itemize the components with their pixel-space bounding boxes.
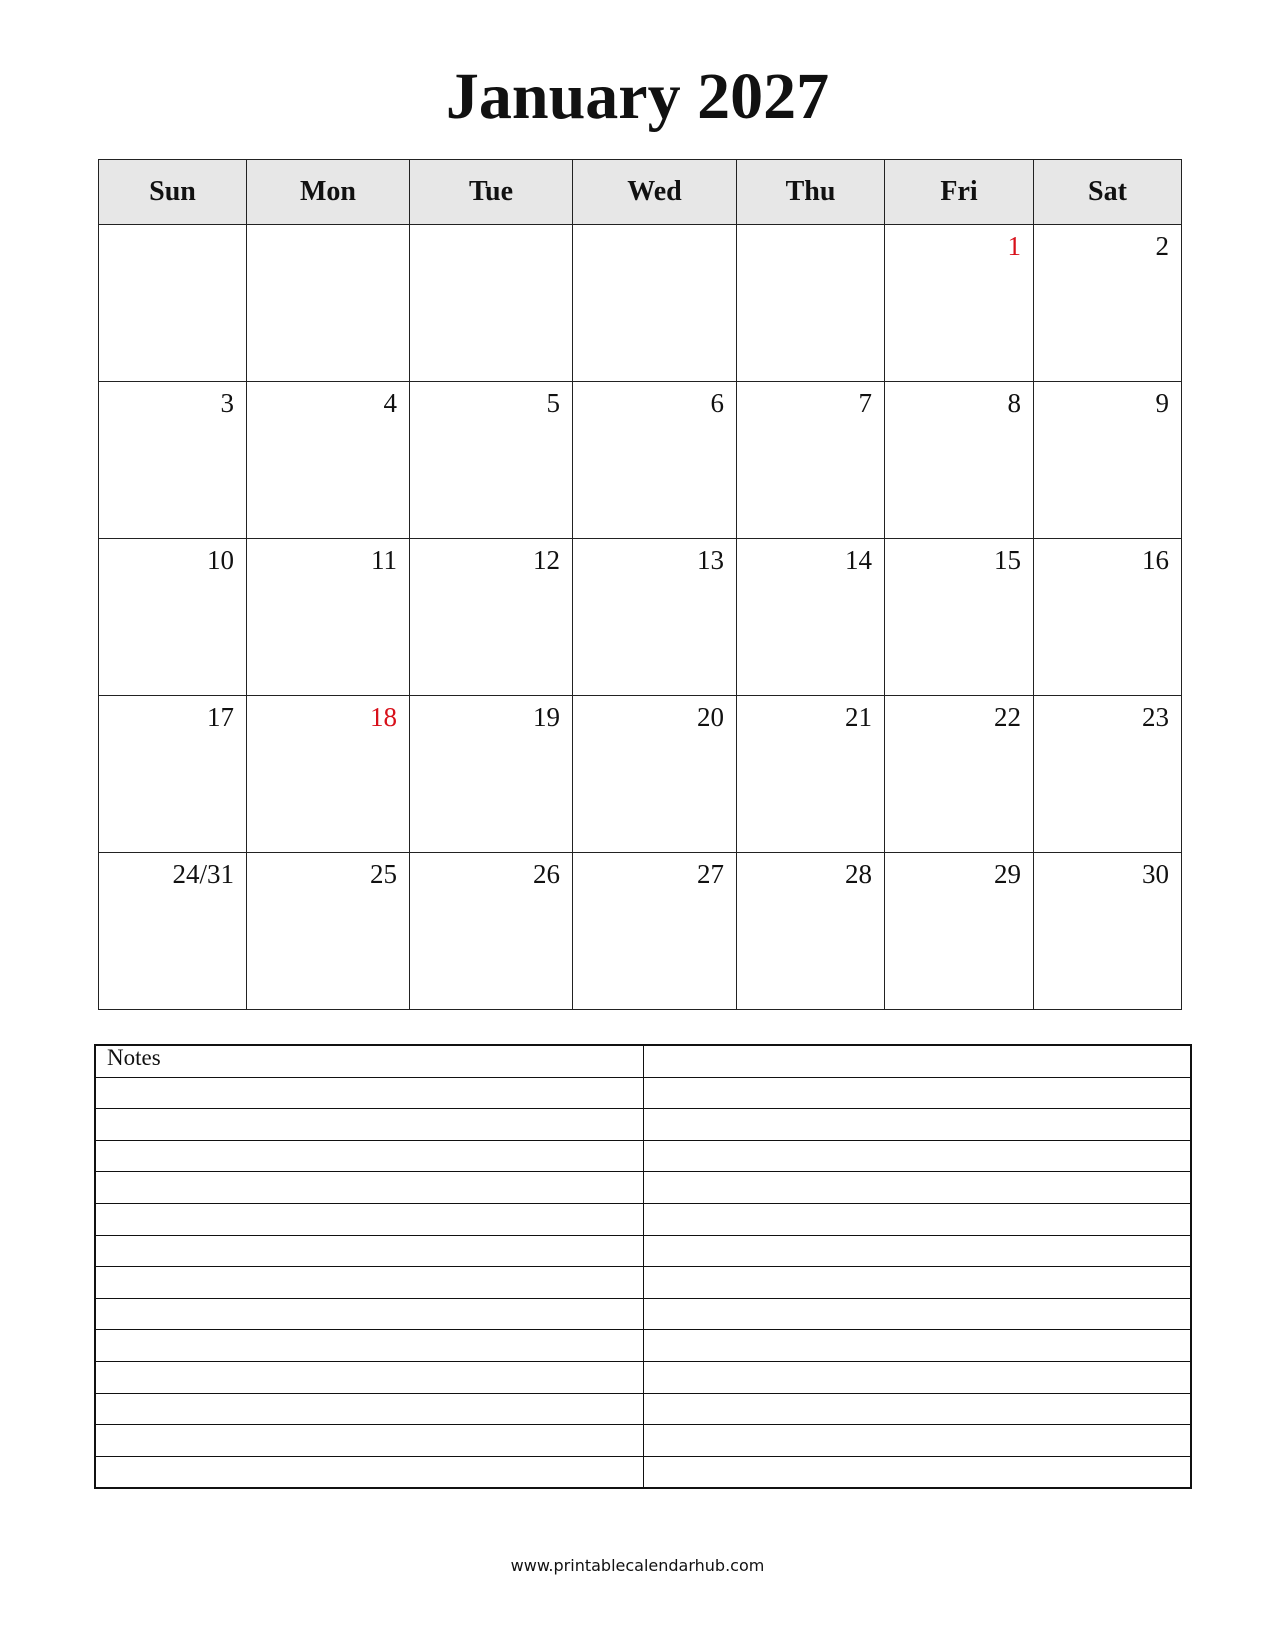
- day-cell[interactable]: [737, 382, 885, 539]
- weekday-header-tue: Tue: [410, 160, 573, 225]
- notes-line[interactable]: [643, 1456, 1191, 1488]
- day-cell[interactable]: [885, 225, 1034, 382]
- day-cell[interactable]: [1034, 539, 1182, 696]
- notes-row: [95, 1393, 1191, 1425]
- notes-line[interactable]: [643, 1361, 1191, 1393]
- day-number: [99, 225, 246, 229]
- day-cell[interactable]: [99, 382, 247, 539]
- day-cell[interactable]: [573, 696, 737, 853]
- notes-line[interactable]: [643, 1330, 1191, 1362]
- day-cell[interactable]: [99, 696, 247, 853]
- day-cell[interactable]: [737, 696, 885, 853]
- day-cell[interactable]: [247, 696, 410, 853]
- day-number: 13: [697, 545, 724, 575]
- day-number: 14: [845, 545, 872, 575]
- day-number: 5: [546, 388, 560, 418]
- day-cell[interactable]: [737, 539, 885, 696]
- day-cell[interactable]: [247, 382, 410, 539]
- day-cell[interactable]: [410, 696, 573, 853]
- week-row: [99, 696, 1182, 853]
- notes-line[interactable]: [95, 1298, 643, 1330]
- notes-line[interactable]: [643, 1267, 1191, 1299]
- notes-row: [95, 1267, 1191, 1299]
- notes-row: [95, 1045, 1191, 1077]
- day-cell[interactable]: [247, 539, 410, 696]
- notes-line[interactable]: [643, 1045, 1191, 1077]
- day-number: 27: [697, 859, 724, 889]
- notes-line[interactable]: [95, 1330, 643, 1362]
- notes-line[interactable]: [95, 1267, 643, 1299]
- day-cell[interactable]: [99, 225, 247, 382]
- day-cell[interactable]: [410, 539, 573, 696]
- notes-row: [95, 1077, 1191, 1109]
- weekday-header-row: [99, 160, 1182, 225]
- day-cell[interactable]: [99, 853, 247, 1010]
- day-cell[interactable]: [410, 225, 573, 382]
- notes-line[interactable]: [643, 1235, 1191, 1267]
- notes-line[interactable]: [95, 1361, 643, 1393]
- notes-line[interactable]: [643, 1109, 1191, 1141]
- day-number: 2: [1155, 231, 1169, 261]
- notes-line[interactable]: [643, 1203, 1191, 1235]
- day-number: 16: [1142, 545, 1169, 575]
- weekday-header-thu: Thu: [737, 160, 885, 225]
- notes-line[interactable]: [643, 1140, 1191, 1172]
- day-cell[interactable]: [247, 853, 410, 1010]
- notes-row: [95, 1109, 1191, 1141]
- day-cell[interactable]: [885, 696, 1034, 853]
- day-cell[interactable]: [99, 539, 247, 696]
- day-number: 28: [845, 859, 872, 889]
- day-number: 15: [994, 545, 1021, 575]
- day-number: [737, 225, 884, 229]
- day-number: 3: [220, 388, 234, 418]
- day-number: 23: [1142, 702, 1169, 732]
- notes-line[interactable]: [95, 1045, 643, 1077]
- notes-table: [94, 1044, 1192, 1489]
- day-number: 12: [533, 545, 560, 575]
- notes-line[interactable]: [643, 1298, 1191, 1330]
- week-row: [99, 382, 1182, 539]
- notes-line[interactable]: [95, 1425, 643, 1457]
- day-number: [410, 225, 572, 229]
- notes-line[interactable]: [643, 1172, 1191, 1204]
- day-number: 6: [710, 388, 724, 418]
- notes-row: [95, 1425, 1191, 1457]
- notes-row: [95, 1298, 1191, 1330]
- day-number: 20: [697, 702, 724, 732]
- notes-line[interactable]: [95, 1140, 643, 1172]
- week-row: [99, 853, 1182, 1010]
- day-number: 22: [994, 702, 1021, 732]
- calendar-grid: [98, 159, 1182, 1010]
- day-cell[interactable]: [573, 539, 737, 696]
- notes-line[interactable]: [95, 1456, 643, 1488]
- notes-line[interactable]: [95, 1109, 643, 1141]
- notes-line[interactable]: [643, 1425, 1191, 1457]
- day-number: 21: [845, 702, 872, 732]
- day-cell[interactable]: [1034, 225, 1182, 382]
- day-cell[interactable]: [1034, 853, 1182, 1010]
- week-row: [99, 225, 1182, 382]
- notes-line[interactable]: [95, 1235, 643, 1267]
- week-row: [99, 539, 1182, 696]
- weekday-header-sat: Sat: [1034, 160, 1182, 225]
- day-number: 17: [207, 702, 234, 732]
- notes-line[interactable]: [643, 1393, 1191, 1425]
- day-cell[interactable]: [885, 853, 1034, 1010]
- weekday-header-fri: Fri: [885, 160, 1034, 225]
- day-number: 29: [994, 859, 1021, 889]
- day-number: 10: [207, 545, 234, 575]
- notes-row: [95, 1203, 1191, 1235]
- weekday-header-wed: Wed: [573, 160, 737, 225]
- day-number: 4: [383, 388, 397, 418]
- notes-label: Notes: [107, 1045, 161, 1070]
- day-cell[interactable]: [573, 382, 737, 539]
- day-number: 26: [533, 859, 560, 889]
- notes-row: [95, 1140, 1191, 1172]
- notes-line[interactable]: [95, 1077, 643, 1109]
- holiday-day-number: 18: [370, 702, 397, 732]
- notes-row: [95, 1172, 1191, 1204]
- day-cell[interactable]: [885, 539, 1034, 696]
- calendar-title: January 2027: [445, 60, 830, 133]
- day-number: 24/31: [172, 859, 234, 889]
- day-cell[interactable]: [410, 853, 573, 1010]
- day-number: 9: [1155, 388, 1169, 418]
- day-number: 25: [370, 859, 397, 889]
- notes-row: [95, 1235, 1191, 1267]
- notes-row: [95, 1456, 1191, 1488]
- day-number: [247, 225, 409, 229]
- notes-line[interactable]: [95, 1203, 643, 1235]
- notes-row: [95, 1361, 1191, 1393]
- holiday-day-number: 1: [1007, 231, 1021, 261]
- day-cell[interactable]: [885, 382, 1034, 539]
- day-number: 7: [858, 388, 872, 418]
- day-cell[interactable]: [737, 853, 885, 1010]
- day-cell[interactable]: [1034, 382, 1182, 539]
- day-number: 19: [533, 702, 560, 732]
- day-cell[interactable]: [737, 225, 885, 382]
- notes-line[interactable]: [95, 1393, 643, 1425]
- weekday-header-sun: Sun: [99, 160, 247, 225]
- day-cell[interactable]: [247, 225, 410, 382]
- day-number: 11: [371, 545, 397, 575]
- day-number: 8: [1007, 388, 1021, 418]
- notes-row: [95, 1330, 1191, 1362]
- day-cell[interactable]: [573, 225, 737, 382]
- day-number: [573, 225, 736, 229]
- day-cell[interactable]: [573, 853, 737, 1010]
- day-cell[interactable]: [1034, 696, 1182, 853]
- day-number: 30: [1142, 859, 1169, 889]
- notes-line[interactable]: [95, 1172, 643, 1204]
- footer-url: www.printablecalendarhub.com: [510, 1556, 765, 1575]
- weekday-header-mon: Mon: [247, 160, 410, 225]
- notes-line[interactable]: [643, 1077, 1191, 1109]
- day-cell[interactable]: [410, 382, 573, 539]
